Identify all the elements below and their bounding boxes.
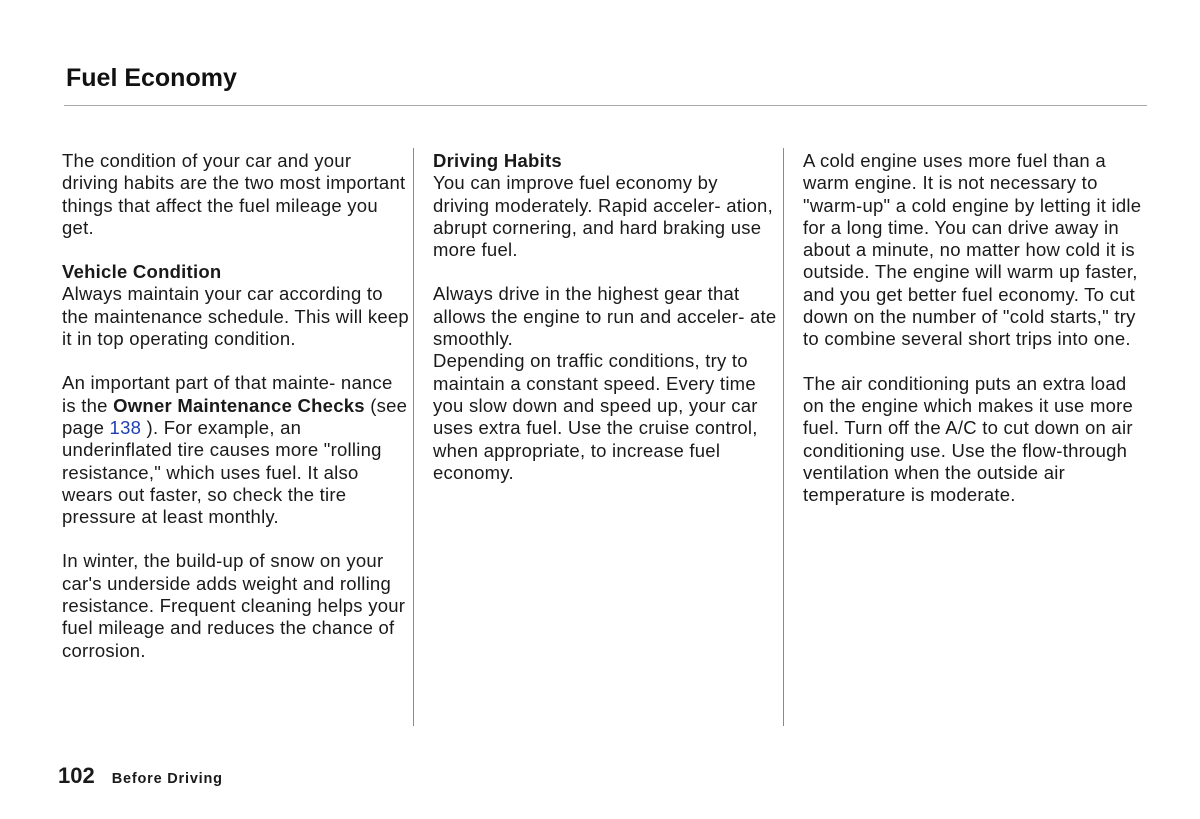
driving-habits-heading: Driving Habits [433,150,562,171]
column-1 [62,150,410,662]
section-name: Before Driving [111,771,223,787]
column-2 [433,150,778,484]
owner-maintenance-checks: Owner Maintenance Checks [113,394,365,416]
page-number: 102 [58,763,95,788]
column-divider-2 [783,148,784,726]
page-138-link[interactable]: 138 [109,416,142,438]
driving-habits-p2: Always drive in the highest gear that allows the engine to run and acceler- ate smoothly. [433,283,777,350]
maintenance-text-mid: (see page [62,394,408,438]
title-rule [64,105,1147,106]
maintenance-paragraph [62,372,410,528]
driving-habits-p3: Depending on traffic conditions, try to maintain a constant speed. Every time you slow down and speed up, your car uses extra fuel. Use the cruise control, when appropriate, to increase fuel economy. [433,350,758,483]
vehicle-condition-text: Always maintain your car according to the maintenance schedule. This will keep it in top operating condition. [62,283,409,350]
maintenance-text-end: ). For example, an underinflated tire causes more "rolling resistance," which uses fuel. It also wears out faster, so check the tire pressure at least monthly. [62,416,382,528]
winter-paragraph: In winter, the build-up of snow on your car's underside adds weight and rolling resistance. Frequent cleaning helps your fuel mileage and reduces the chance of corrosion. [62,550,406,661]
page-footer [58,763,223,789]
driving-habits-p1: You can improve fuel economy by driving moderately. Rapid acceler- ation, abrupt cornering, and hard braking use more fuel. [433,172,773,261]
vehicle-condition-heading: Vehicle Condition [62,261,222,283]
intro-paragraph: The condition of your car and your driving habits are the two most important things that affect the fuel mileage you get. [62,150,406,238]
page-title: Fuel Economy [66,64,237,92]
column-3 [803,150,1148,506]
air-conditioning-paragraph: The air conditioning puts an extra load on the engine which makes it use more fuel. Turn off the A/C to cut down on air conditioning use. Use the flow-through ventilation when the outside air temperature is moderate. [803,372,1134,506]
cold-engine-paragraph: A cold engine uses more fuel than a warm engine. It is not necessary to "warm-up" a cold engine by letting it idle for a long time. You can drive away in about a minute, no matter how cold it is outside. The engine will warm up faster, and you get better fuel economy. To cut down on the number of "cold starts," try to combine several short trips into one. [803,150,1142,350]
column-divider-1 [413,148,414,726]
maintenance-text-start: An important part of that mainte- nance is the [62,372,393,416]
